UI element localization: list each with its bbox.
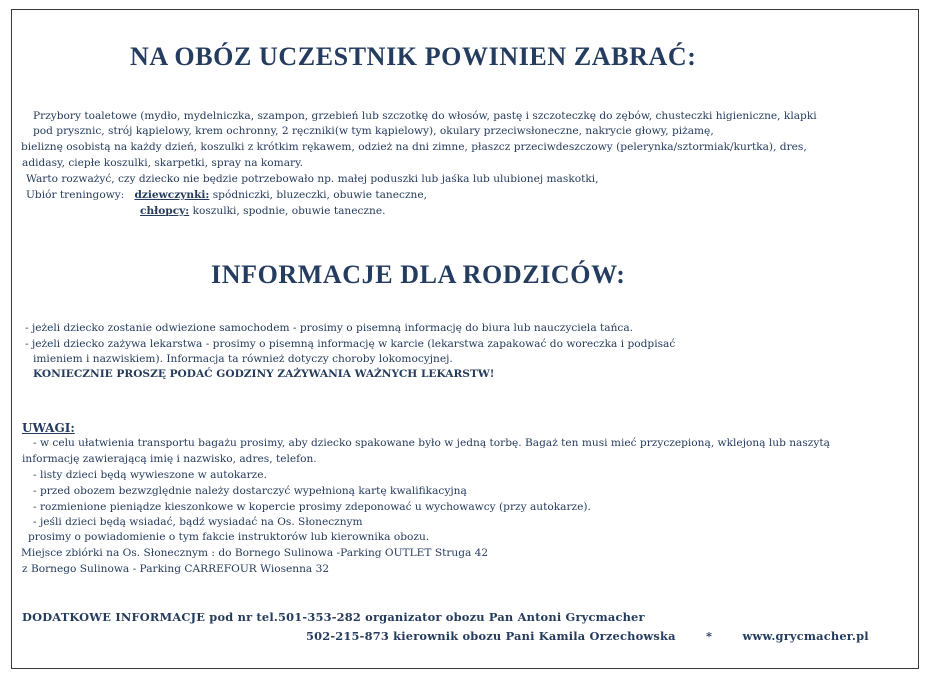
bring-line-1: Przybory toaletowe (mydło, mydelniczka, szampon, grzebień lub szczotkę do włosów, pastę i szczoteczkę do zębów, chusteczki higieniczne, klapki	[33, 110, 817, 122]
notes-title: UWAGI:	[22, 421, 75, 435]
notes-line-3: - listy dzieci będą wywieszone w autokarze.	[33, 469, 267, 481]
heading-parents-info: INFORMACJE DLA RODZICÓW:	[211, 260, 626, 289]
website-link[interactable]: www.grycmacher.pl	[742, 629, 869, 643]
notes-line-5: - rozmienione pieniądze kieszonkowe w kopercie prosimy zdeponować u wychowawcy (przy autokarze).	[33, 501, 591, 513]
notes-line-7: prosimy o powiadomienie o tym fakcie instruktorów lub kierownika obozu.	[28, 531, 430, 543]
manager-phone: 502-215-873 kierownik obozu Pani Kamila Orzechowska	[306, 629, 676, 643]
meeting-point-line-2: z Bornego Sulinowa - Parking CARREFOUR Wiosenna 32	[22, 563, 330, 575]
separator-asterisk: *	[706, 629, 713, 643]
parents-medication-warning: KONIECZNIE PROSZĘ PODAĆ GODZINY ZAŻYWANIA WAŻNYCH LEKARSTW!	[33, 368, 495, 380]
contact-line-2	[306, 629, 869, 645]
notes-line-6: - jeśli dzieci będą wsiadać, bądź wysiadać na Os. Słonecznym	[33, 516, 363, 528]
girls-items: spódniczki, bluzeczki, obuwie taneczne,	[209, 189, 427, 201]
parents-line-2: - jeżeli dziecko zażywa lekarstwa - prosimy o pisemną informację w karcie (lekarstwa zapakować do woreczka i podpisać	[25, 338, 676, 350]
training-outfit-girls	[26, 188, 427, 204]
bring-line-3: bieliznę osobistą na każdy dzień, koszulki z krótkim rękawem, odzież na dni zimne, płaszcz przeciwdeszczowy (pelerynka/sztormiak/kurtka), dres,	[21, 141, 807, 153]
bring-line-4: adidasy, ciepłe koszulki, skarpetki, spray na komary.	[22, 157, 304, 169]
notes-line-2: informację zawierającą imię i nazwisko, adres, telefon.	[22, 453, 317, 465]
parents-line-3: imieniem i nazwiskiem). Informacja ta również dotyczy choroby lokomocyjnej.	[33, 353, 453, 365]
training-outfit-label: Ubiór treningowy:	[26, 189, 125, 201]
boys-items: koszulki, spodnie, obuwie taneczne.	[189, 205, 386, 217]
bring-line-2: pod prysznic, strój kąpielowy, krem ochronny, 2 ręczniki(w tym kąpielowy), okulary przeciwsłoneczne, nakrycie głowy, piżamę,	[33, 125, 714, 137]
notes-line-1: - w celu ułatwienia transportu bagażu prosimy, aby dziecko spakowane było w jedną torbę. Bagaż ten musi mieć przyczepioną, wklejoną lub naszytą	[33, 437, 830, 449]
boys-label: chłopcy:	[140, 205, 190, 217]
bring-line-5: Warto rozważyć, czy dziecko nie będzie potrzebowało np. małej poduszki lub jaśka lub ulubionej maskotki,	[26, 173, 599, 185]
contact-line-1: DODATKOWE INFORMACJE pod nr tel.501-353-282 organizator obozu Pan Antoni Grycmacher	[22, 610, 645, 624]
training-outfit-boys	[140, 204, 385, 220]
parents-line-1: - jeżeli dziecko zostanie odwiezione samochodem - prosimy o pisemną informację do biura lub nauczyciela tańca.	[25, 322, 634, 334]
notes-line-4: - przed obozem bezwzględnie należy dostarczyć wypełnioną kartę kwalifikacyjną	[33, 485, 467, 497]
girls-label: dziewczynki:	[134, 189, 210, 201]
meeting-point-line-1: Miejsce zbiórki na Os. Słonecznym : do Bornego Sulinowa -Parking OUTLET Struga 42	[21, 547, 489, 559]
heading-what-to-bring: NA OBÓZ UCZESTNIK POWINIEN ZABRAĆ:	[130, 42, 697, 71]
